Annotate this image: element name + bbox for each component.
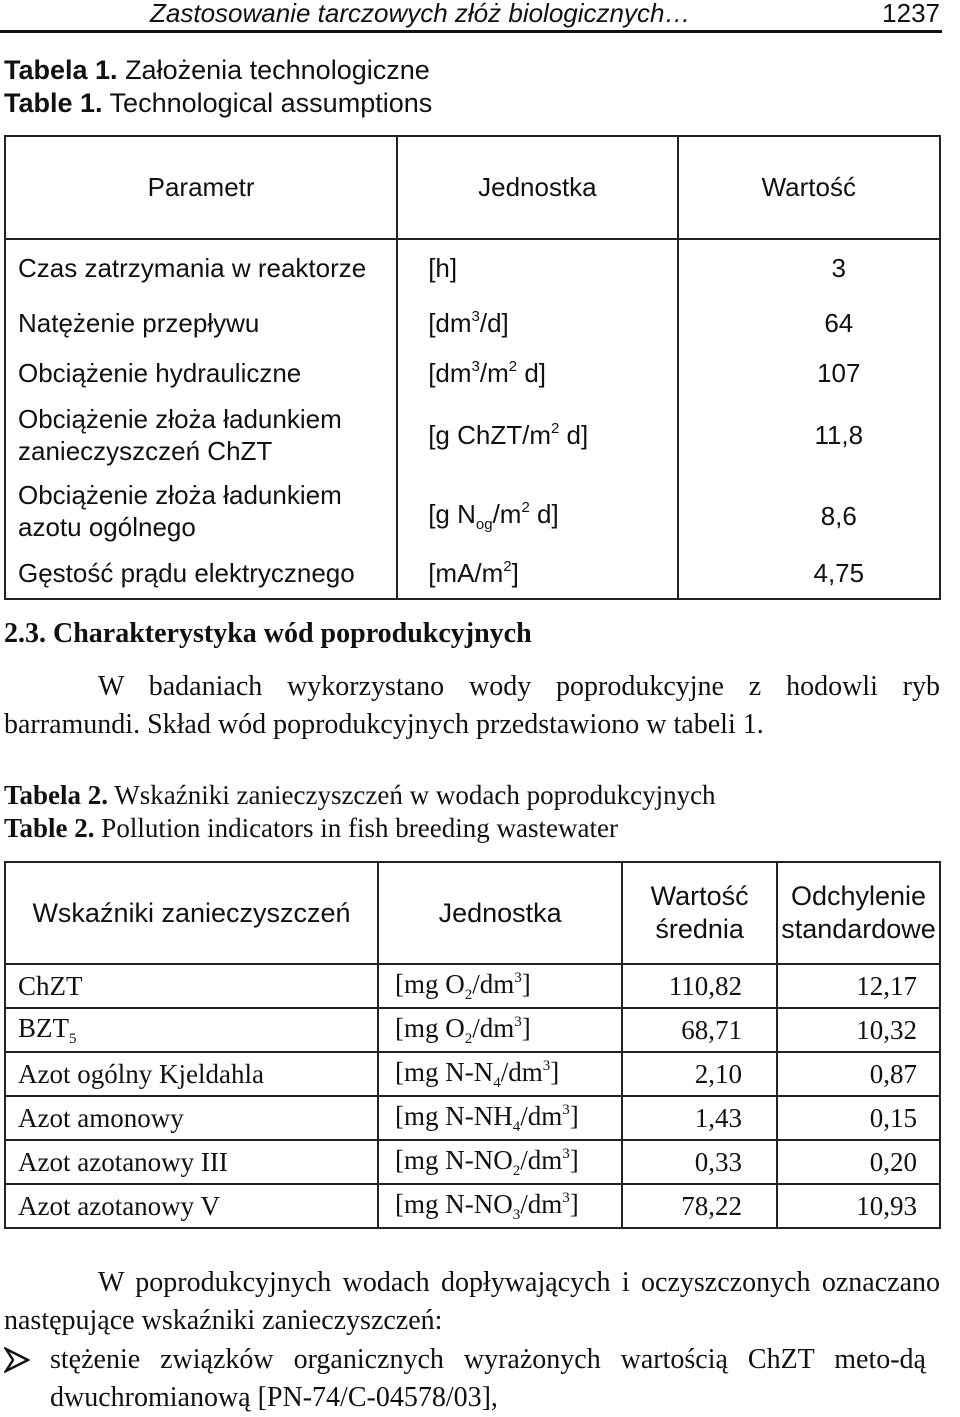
table-row xyxy=(5,349,940,397)
running-title: Zastosowanie tarczowych złóż biologicznych… xyxy=(150,0,691,28)
unit-cell: [mg $N-NO_2/dm^3$] xyxy=(378,1140,622,1184)
table1-caption-pl-label: Tabela 1. xyxy=(4,55,118,85)
header-wskazniki: Wskaźniki zanieczyszczeń xyxy=(5,862,378,964)
std-dev-value: 0,20 xyxy=(777,1140,940,1184)
table2-caption-pl-label: Tabela 2. xyxy=(4,780,109,810)
mean-value: 110,82 xyxy=(622,964,777,1008)
param-cell: Obciążenie hydrauliczne xyxy=(5,349,397,397)
running-header xyxy=(0,0,942,33)
table-row xyxy=(5,1052,940,1096)
table-header-row xyxy=(5,862,940,964)
mean-value: 2,10 xyxy=(622,1052,777,1096)
table1-caption-pl-text: Założenia technologiczne xyxy=(117,55,430,85)
section-heading: 2.3. Charakterystyka wód poprodukcyjnych xyxy=(4,618,532,649)
table-row xyxy=(5,549,940,599)
table-row xyxy=(5,1140,940,1184)
pollution-indicators-table xyxy=(4,861,941,1229)
table2-caption-pl-text: Wskaźniki zanieczyszczeń w wodach poprodukcyjnych xyxy=(108,780,716,810)
header-parametr: Parametr xyxy=(5,136,397,239)
mean-value: 68,71 xyxy=(622,1008,777,1052)
table-row xyxy=(5,397,940,473)
technological-assumptions-table xyxy=(4,135,941,600)
unit-cell: [g ChZT/$m^2$ d] xyxy=(397,397,677,473)
indicator-name: Azot ogólny Kjeldahla xyxy=(5,1052,378,1096)
unit-cell: [mg $N-NH_4/dm^3$] xyxy=(378,1096,622,1140)
unit-cell: $[mA/m^2]$ xyxy=(397,549,677,599)
unit-cell: [g $N_{og}/m^2$ d] xyxy=(397,473,677,549)
unit-cell: [mg $O_2/dm^3$] xyxy=(378,964,622,1008)
value-cell: 107 xyxy=(678,349,940,397)
table-row xyxy=(5,473,940,549)
value-cell: 11,8 xyxy=(678,397,940,473)
param-cell: Czas zatrzymania w reaktorze xyxy=(5,239,397,297)
indicator-name: Azot amonowy xyxy=(5,1096,378,1140)
mean-value: 1,43 xyxy=(622,1096,777,1140)
mean-value: 78,22 xyxy=(622,1184,777,1228)
unit-cell: [mg $N-NO_3/dm^3$] xyxy=(378,1184,622,1228)
mean-value: 0,33 xyxy=(622,1140,777,1184)
header-odchylenie: Odchylenie standardowe xyxy=(777,862,940,964)
table-row xyxy=(5,1008,940,1052)
param-cell: Gęstość prądu elektrycznego xyxy=(5,549,397,599)
table-row xyxy=(5,1184,940,1228)
std-dev-value: 0,15 xyxy=(777,1096,940,1140)
header-jednostka: Jednostka xyxy=(378,862,622,964)
table1-caption-en-text: Technological assumptions xyxy=(102,88,433,118)
std-dev-value: 0,87 xyxy=(777,1052,940,1096)
std-dev-value: 10,93 xyxy=(777,1184,940,1228)
table1-caption xyxy=(4,54,432,120)
page-number: 1237 xyxy=(882,0,940,28)
table-row xyxy=(5,1096,940,1140)
std-dev-value: 12,17 xyxy=(777,964,940,1008)
unit-cell: [$dm^3/m^2$ d] xyxy=(397,349,677,397)
bullet-list-item xyxy=(4,1341,940,1417)
closing-paragraph: W poprodukcyjnych wodach dopływających i oczyszczonych oznaczano następujące wskaźniki zanieczyszczeń: xyxy=(4,1267,940,1336)
std-dev-value: 10,32 xyxy=(777,1008,940,1052)
value-cell: 64 xyxy=(678,297,940,349)
unit-cell: $[dm^3/d]$ xyxy=(397,297,677,349)
indicator-name: Azot azotanowy III xyxy=(5,1140,378,1184)
value-cell: 8,6 xyxy=(678,473,940,549)
section-paragraph: W badaniach wykorzystano wody poprodukcyjne z hodowli ryb barramundi. Skład wód poprodukcyjnych przedstawiono w tabeli 1. xyxy=(4,671,940,740)
param-cell: Natężenie przepływu xyxy=(5,297,397,349)
table2-caption-en-text: Pollution indicators in fish breeding wastewater xyxy=(94,813,618,843)
unit-cell: [mg $N-N_4/dm^3$] xyxy=(378,1052,622,1096)
param-cell: Obciążenie złoża ładunkiem azotu ogólnego xyxy=(5,473,397,549)
indicator-name: $BZT_5$ xyxy=(5,1008,378,1052)
header-jednostka: Jednostka xyxy=(397,136,677,239)
param-cell: Obciążenie złoża ładunkiem zanieczyszczeń ChZT xyxy=(5,397,397,473)
header-wartosc-srednia: Wartość średnia xyxy=(622,862,777,964)
indicator-name: Azot azotanowy V xyxy=(5,1184,378,1228)
table2-caption-en-label: Table 2. xyxy=(4,813,95,843)
table1-caption-en-label: Table 1. xyxy=(4,88,103,118)
header-wartosc: Wartość xyxy=(678,136,940,239)
unit-cell: [mg $O_2/dm^3$] xyxy=(378,1008,622,1052)
table2-caption xyxy=(4,779,716,845)
indicator-name: ChZT xyxy=(5,964,378,1008)
value-cell: 3 xyxy=(678,239,940,297)
unit-cell: [h] xyxy=(397,239,677,297)
bullet-text: stężenie związków organicznych wyrażonych wartością ChZT meto-dą dwuchromianową [PN-74/C-04578/03], xyxy=(50,1344,926,1413)
table-row xyxy=(5,239,940,297)
arrowhead-bullet-icon xyxy=(4,1347,30,1373)
table-header-row xyxy=(5,136,940,239)
table-row xyxy=(5,297,940,349)
value-cell: 4,75 xyxy=(678,549,940,599)
table-row xyxy=(5,964,940,1008)
